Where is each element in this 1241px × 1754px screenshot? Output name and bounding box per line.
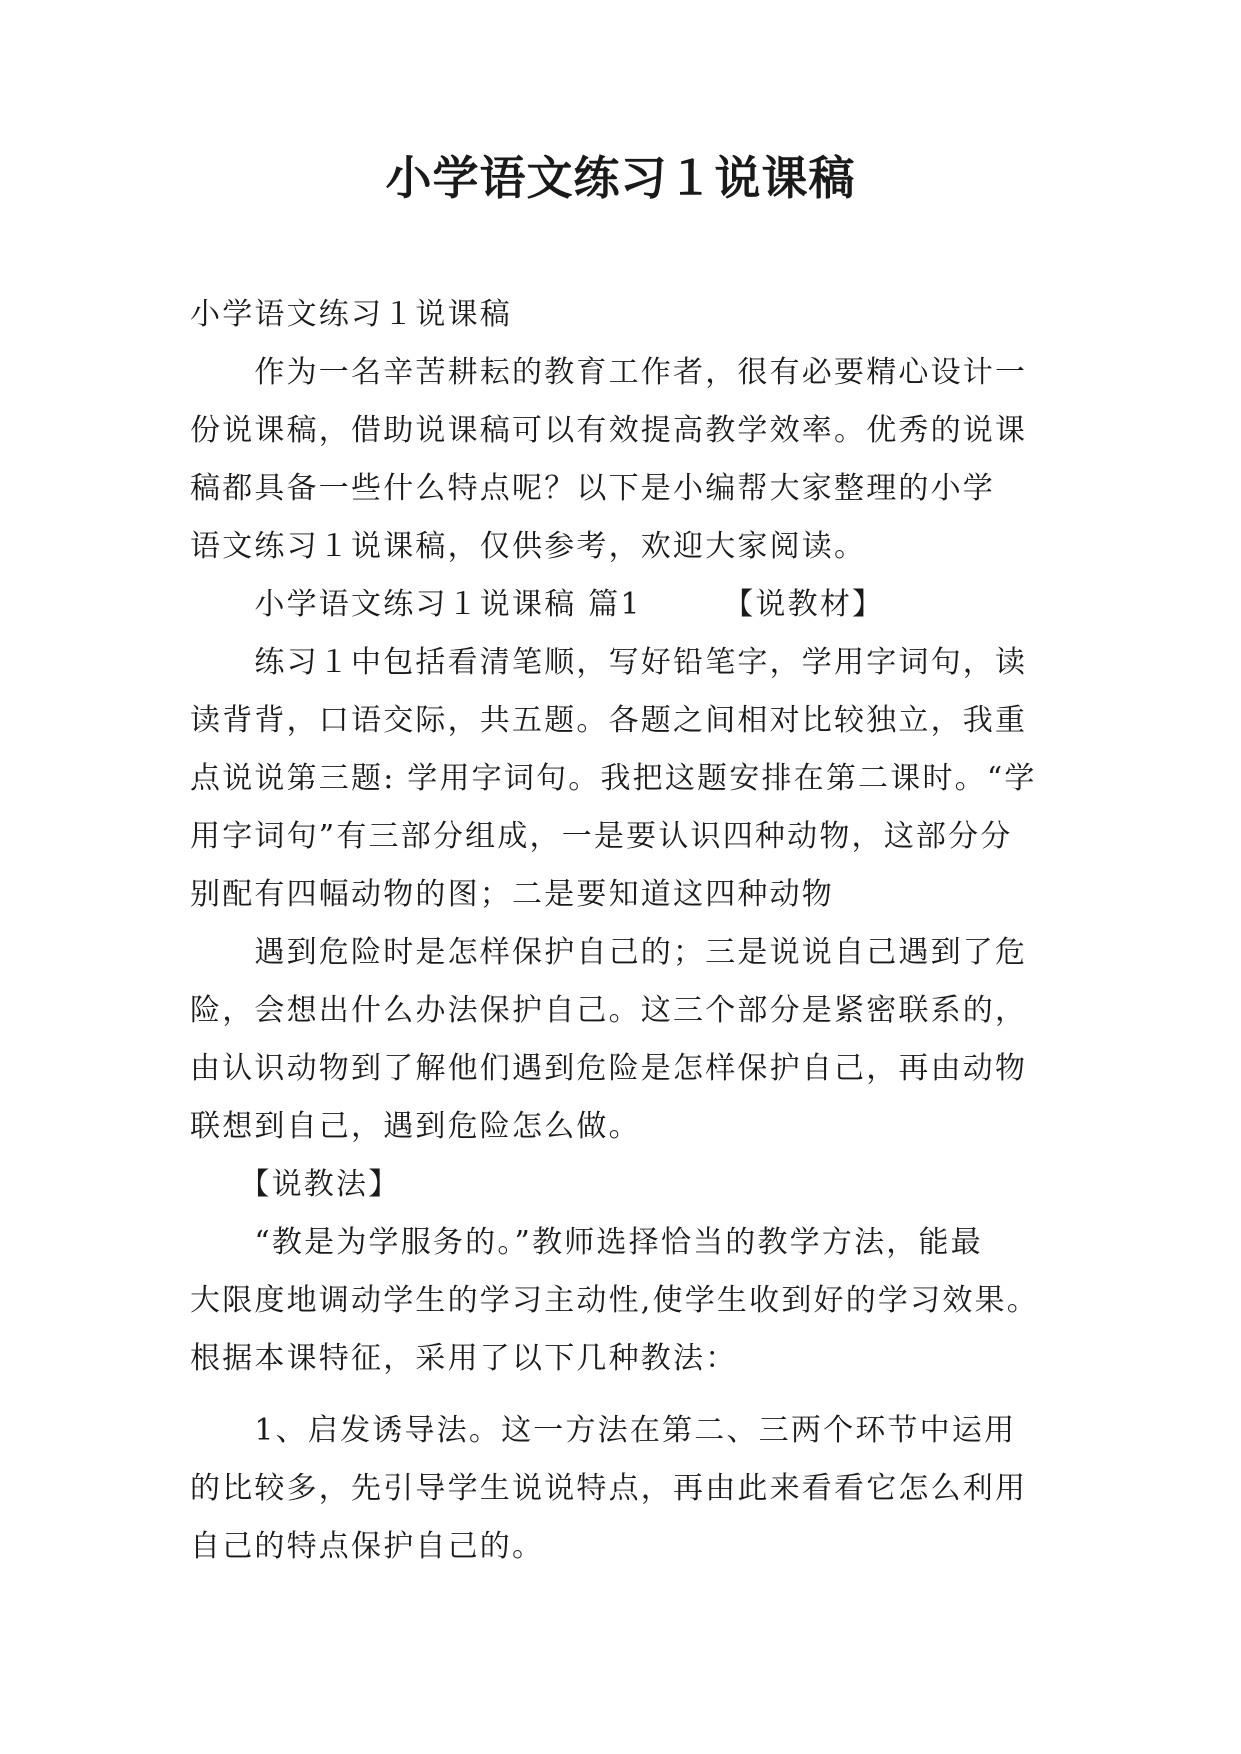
paragraph-line: 用字词句”有三部分组成，一是要认识四种动物，这部分分	[190, 819, 1013, 854]
paragraph-line: 根据本课特征，采用了以下几种教法：	[190, 1341, 738, 1376]
spacer	[190, 1388, 1050, 1402]
paragraph-line: “教是为学服务的。”教师选择恰当的教学方法，能最	[190, 1225, 983, 1260]
document-body	[190, 286, 1050, 1576]
paragraph-line: 遇到危险时是怎样保护自己的；三是说说自己遇到了危	[190, 935, 1028, 970]
paragraph-line: 自己的特点保护自己的。	[190, 1529, 545, 1564]
paragraph-line: 的比较多，先引导学生说说特点，再由此来看看它怎么利用	[190, 1471, 1028, 1506]
paragraph-line: 点说说第三题: 学用字词句。我把这题安排在第二课时。“学	[190, 761, 1037, 796]
paragraph-line: 联想到自己，遇到危险怎么做。	[190, 1109, 641, 1144]
paragraph-line: 大限度地调动学生的学习主动性,使学生收到好的学习效果。	[190, 1283, 1039, 1318]
section-heading-line: 小学语文练习１说课稿 篇1 【说教材】	[190, 587, 885, 622]
paragraph-line: 1、启发诱导法。这一方法在第二、三两个环节中运用	[190, 1413, 1017, 1448]
paragraph-line: 由认识动物到了解他们遇到危险是怎样保护自己，再由动物	[190, 1051, 1028, 1086]
paragraph-line: 稿都具备一些什么特点呢？以下是小编帮大家整理的小学	[190, 471, 995, 506]
paragraph-line: 险，会想出什么办法保护自己。这三个部分是紧密联系的，	[190, 993, 1028, 1028]
document-title: 小学语文练习１说课稿	[385, 151, 856, 205]
paragraph-line: 作为一名辛苦耕耘的教育工作者，很有必要精心设计一	[190, 355, 1028, 390]
paragraph-line: 别配有四幅动物的图；二是要知道这四种动物	[190, 877, 834, 912]
subtitle-line: 小学语文练习１说课稿	[190, 297, 512, 332]
paragraph-line: 读背背，口语交际，共五题。各题之间相对比较独立，我重	[190, 703, 1028, 738]
paragraph-line: 份说课稿，借助说课稿可以有效提高教学效率。优秀的说课	[190, 413, 1028, 448]
paragraph-line: 语文练习１说课稿，仅供参考，欢迎大家阅读。	[190, 529, 867, 564]
paragraph-line: 练习１中包括看清笔顺，写好铅笔字，学用字词句，读	[190, 645, 1028, 680]
section-heading-line: 【说教法】	[190, 1167, 401, 1202]
